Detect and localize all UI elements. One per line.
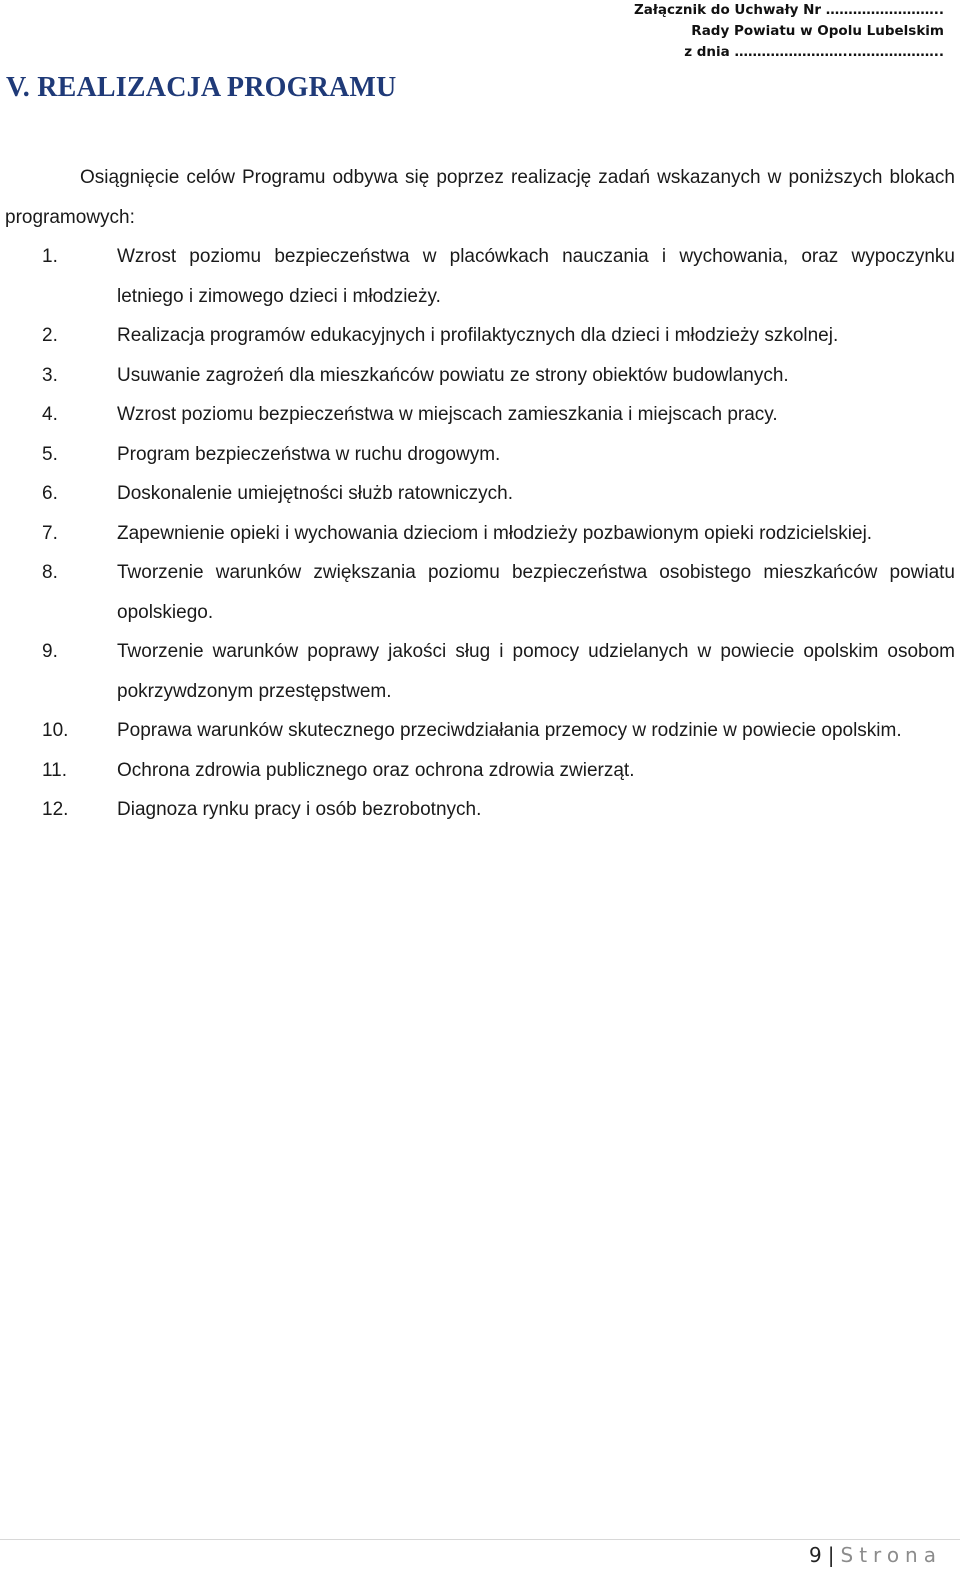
page-label: Strona xyxy=(840,1543,942,1567)
list-item xyxy=(0,316,960,356)
list-item-number: 10. xyxy=(42,720,69,741)
list-item xyxy=(0,553,960,632)
page-number: 9 xyxy=(809,1543,822,1567)
intro-paragraph: Osiągnięcie celów Programu odbywa się poprzez realizację zadań wskazanych w poniższych blokach programowych: xyxy=(5,167,955,228)
list-item-number: 7. xyxy=(42,522,58,544)
list-item-text: Ochrona zdrowia publicznego oraz ochrona zdrowia zwierząt. xyxy=(117,759,635,781)
list-item-number: 5. xyxy=(42,443,58,465)
list-item-text: Usuwanie zagrożeń dla mieszkańców powiatu ze strony obiektów budowlanych. xyxy=(117,364,789,386)
list-item-text: Wzrost poziomu bezpieczeństwa w placówkach nauczania i wychowania, oraz wypoczynku letniego i zimowego dzieci i młodzieży. xyxy=(117,246,955,307)
list-item-text: Tworzenie warunków zwiększania poziomu bezpieczeństwa osobistego mieszkańców powiatu opolskiego. xyxy=(117,562,955,623)
list-item xyxy=(0,435,960,475)
list-item xyxy=(0,514,960,554)
attachment-header xyxy=(634,0,944,63)
page-footer xyxy=(809,1543,942,1567)
list-item-number: 6. xyxy=(42,483,58,504)
list-item-text: Doskonalenie umiejętności służb ratowniczych. xyxy=(117,483,514,504)
list-item-number: 12. xyxy=(42,799,69,820)
section-title: V. REALIZACJA PROGRAMU xyxy=(6,72,397,103)
list-item-text: Program bezpieczeństwa w ruchu drogowym. xyxy=(117,443,501,465)
header-line-resolution: Załącznik do Uchwały Nr …………………….. xyxy=(633,2,944,18)
list-item-text: Wzrost poziomu bezpieczeństwa w miejscach zamieszkania i miejscach pracy. xyxy=(117,404,778,425)
program-blocks-list xyxy=(0,237,960,830)
list-item-number: 3. xyxy=(42,364,58,386)
list-item xyxy=(0,356,960,396)
list-item-text: Diagnoza rynku pracy i osób bezrobotnych. xyxy=(117,799,482,820)
list-item-number: 1. xyxy=(42,246,58,267)
list-item xyxy=(0,711,960,751)
list-item xyxy=(0,632,960,711)
list-item-number: 11. xyxy=(42,759,68,781)
list-item xyxy=(0,474,960,514)
list-item xyxy=(0,237,960,316)
list-item xyxy=(0,790,960,830)
list-item-text: Zapewnienie opieki i wychowania dzieciom i młodzieży pozbawionym opieki rodzicielskiej. xyxy=(117,522,873,544)
header-line-date: z dnia ……………………..……………….. xyxy=(684,44,944,60)
list-item-text: Poprawa warunków skutecznego przeciwdziałania przemocy w rodzinie w powiecie opolskim. xyxy=(117,720,902,741)
footer-separator: | xyxy=(827,1543,835,1567)
list-item-number: 9. xyxy=(42,641,58,662)
list-item xyxy=(0,395,960,435)
list-item-text: Realizacja programów edukacyjnych i profilaktycznych dla dzieci i młodzieży szkolnej. xyxy=(117,325,839,346)
footer-divider xyxy=(0,1539,960,1540)
list-item-number: 8. xyxy=(42,562,58,583)
list-item-text: Tworzenie warunków poprawy jakości sług i pomocy udzielanych w powiecie opolskim osobom pokrzywdzonym przestępstwem. xyxy=(117,641,955,702)
list-item-number: 2. xyxy=(42,325,58,346)
header-line-council: Rady Powiatu w Opolu Lubelskim xyxy=(691,23,944,39)
list-item-number: 4. xyxy=(42,404,58,425)
list-item xyxy=(0,751,960,791)
